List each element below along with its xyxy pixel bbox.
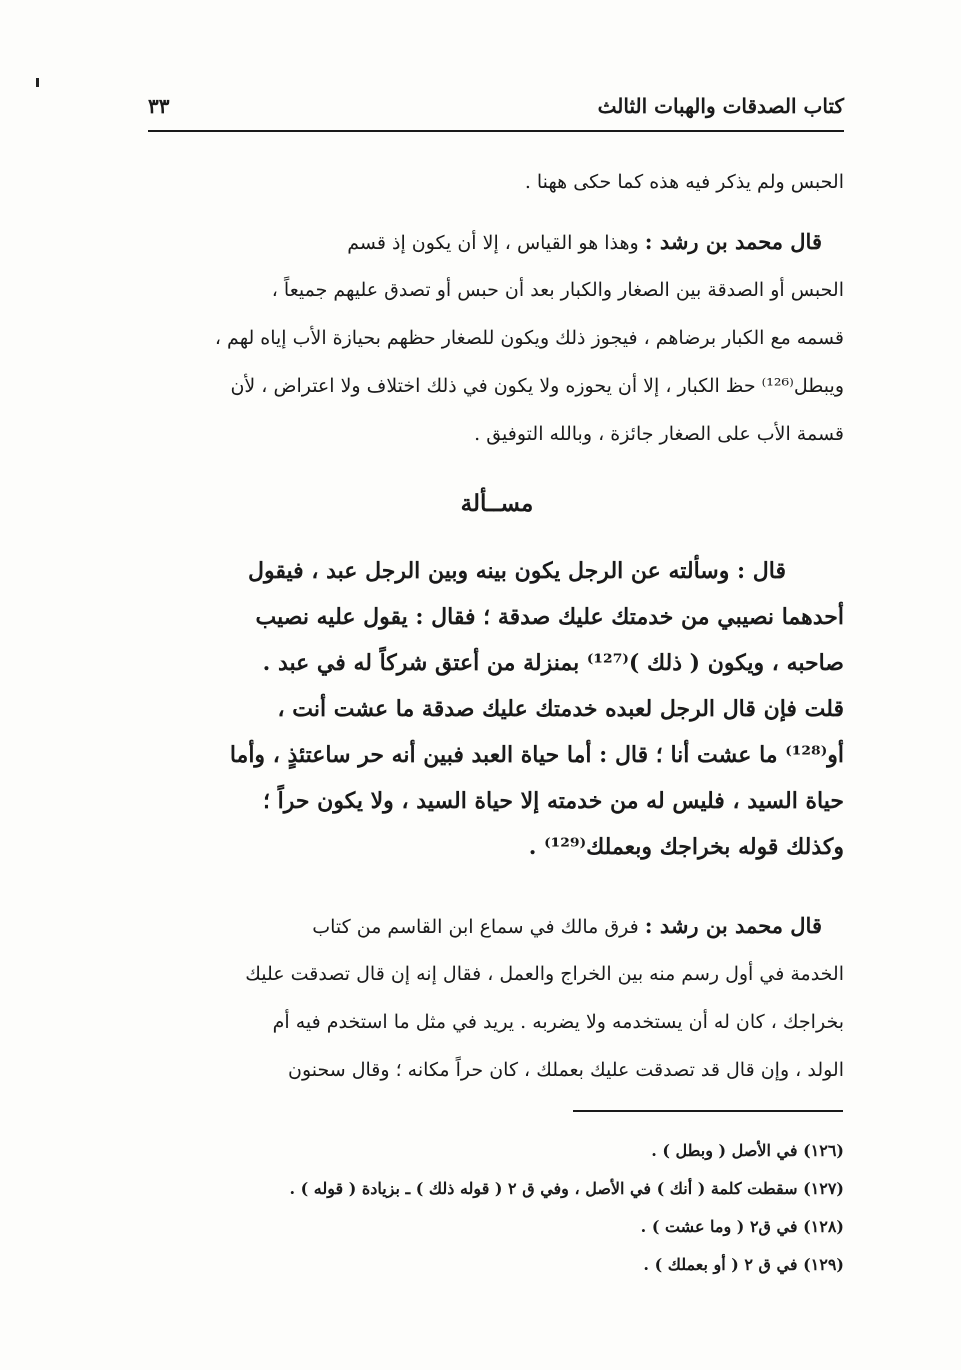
footnotes [150,1132,844,1284]
header-rule [148,130,844,132]
text-line: أحدهما نصيبي من خدمتك عليك صدقة ؛ فقال : يقول عليه نصيب [255,604,844,630]
text-line [150,902,844,950]
footnote-126: (١٢٦) في الأصل ( وبطل ) . [651,1141,844,1160]
intro-paragraph [150,158,844,206]
ruling-paragraph-2 [150,902,844,1094]
footnote-separator [573,1110,843,1112]
section-heading: مســألة [460,490,534,517]
text-line: حياة السيد ، فليس له من خدمته إلا حياة السيد ، ولا يكون حراً ؛ [263,788,844,814]
text-line: أو⁽¹²⁸⁾ ما عشت أنا ؛ قال : أما حياة العبد فبين أنه حر ساعتئذٍ ، وأما [229,742,844,768]
stray-ink-mark [36,78,39,87]
line-text: فرق مالك في سماع ابن القاسم من كتاب [312,916,645,938]
text-line: بخراجك ، كان له أن يستخدمه ولا يضربه . يريد في مثل ما استخدم فيه أم [272,1011,844,1033]
text-line: قال : وسألته عن الرجل يكون بينه وبين الرجل عبد ، فيقول [248,558,786,584]
text-line: ويبطل⁽¹²⁶⁾ حظ الكبار ، إلا أن يحوزه ولا يكون في ذلك اختلاف ولا اعتراض ، لأن [230,375,844,397]
text-line: الخدمة في أول رسم منه بين الخراج والعمل ، فقال إنه إن قال تصدقت عليك [245,963,844,985]
text-line: قلت فإن قال الرجل لعبده خدمتك عليك صدقة ما عشت أنت ، [277,696,844,722]
footnote-128: (١٢٨) في ق٢ ( وما عشت ) . [640,1217,844,1236]
text-line: قسمة الأب على الصغار جائزة ، وبالله التوفيق . [474,423,844,445]
book-title: كتاب الصدقات والهبات الثالث [597,94,844,118]
text-line: صاحبه ، ويكون ( ذلك )⁽¹²⁷⁾ بمنزلة من أعتق شركاً له في عبد . [262,650,844,676]
text-line: قسمه مع الكبار برضاهم ، فيجوز ذلك ويكون للصغار حظهم بحيازة الأب إياه لهم ، [214,327,844,349]
footnote-129: (١٢٩) في ق ٢ ( أو بعملك ) . [643,1255,844,1274]
text-line: الحبس أو الصدقة بين الصغار والكبار بعد أن حبس أو تصدق عليهم جميعاً ، [271,279,844,301]
ruling-paragraph-1 [150,218,844,458]
text-line: وكذلك قوله بخراجك وبعملك⁽¹²⁹⁾ . [528,834,844,860]
question-paragraph [150,548,844,870]
text-line: الولد ، وإن قال قد تصدقت عليك بعملك ، كان حراً مكانه ؛ وقال سحنون [287,1059,844,1081]
running-header [148,88,844,124]
speaker-label: قال محمد بن رشد : [644,913,822,938]
text-line [150,218,844,266]
text-line: الحبس ولم يذكر فيه هذه كما حكى ههنا . [524,171,844,193]
footnote-127: (١٢٧) سقطت كلمة ( أنك ) في الأصل ، وفي ق ٢ ( قوله ذلك ) ـ بزيادة ( قوله ) . [289,1179,844,1198]
page-number: ٣٣ [148,94,170,118]
line-text: وهذا هو القياس ، إلا أن يكون إذ قسم [347,232,645,254]
speaker-label: قال محمد بن رشد : [644,229,822,254]
